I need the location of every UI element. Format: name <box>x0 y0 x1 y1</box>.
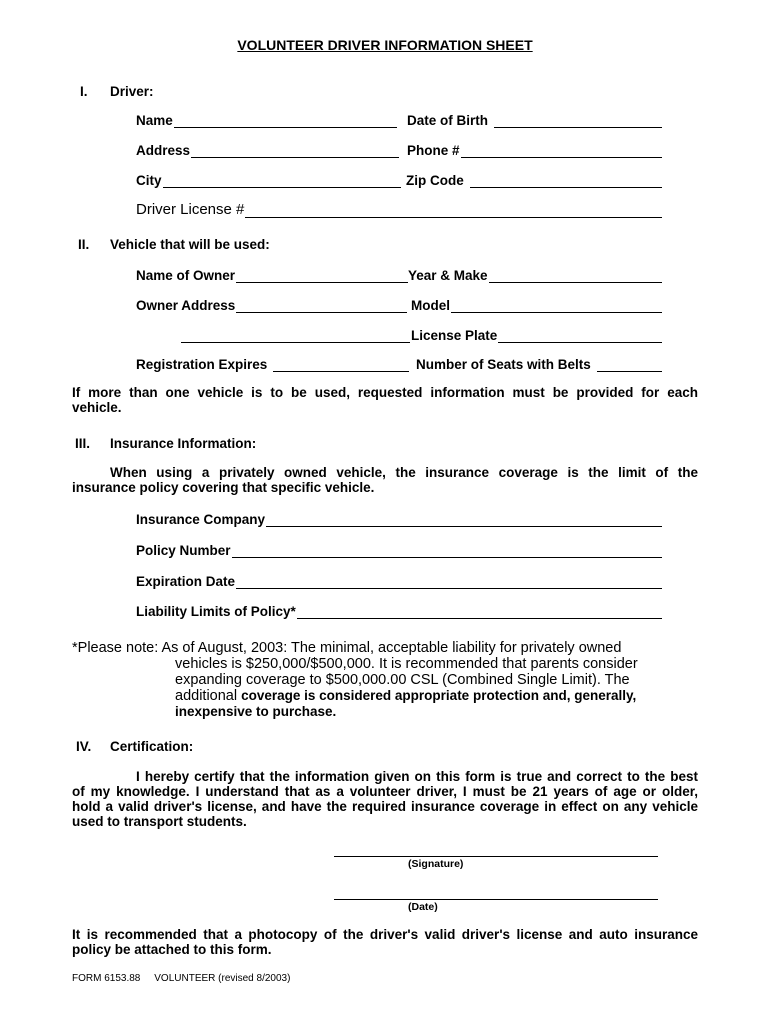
section-2-heading: Vehicle that will be used: <box>110 237 270 252</box>
model-label: Model <box>411 298 450 313</box>
insurance-paragraph-line-2: insurance policy covering that specific vehicle. <box>72 480 375 495</box>
city-line <box>163 174 401 188</box>
address-line <box>191 144 399 158</box>
policy-number-field[interactable] <box>136 541 662 558</box>
liability-note-line-4a: additional <box>175 688 242 704</box>
year-make-line <box>489 269 662 283</box>
liability-limits-field[interactable] <box>136 602 662 619</box>
zip-code-field[interactable] <box>406 171 662 188</box>
registration-line <box>273 358 409 372</box>
year-make-field[interactable] <box>408 266 662 283</box>
license-plate-field[interactable] <box>411 326 662 343</box>
policy-number-label: Policy Number <box>136 543 231 558</box>
year-make-label: Year & Make <box>408 268 488 283</box>
registration-field[interactable] <box>136 355 409 372</box>
section-3-heading: Insurance Information: <box>110 436 257 451</box>
seats-label: Number of Seats with Belts <box>416 357 591 372</box>
liability-limits-line <box>297 605 662 619</box>
address-label: Address <box>136 143 191 158</box>
name-field[interactable] <box>136 111 397 128</box>
certification-line-3: hold a valid driver's license, and have the required insurance coverage in effect on any vehicle <box>72 799 698 814</box>
zip-code-label: Zip Code <box>406 173 464 188</box>
liability-note-line-1: *Please note: As of August, 2003: The minimal, acceptable liability for privately owned <box>72 640 622 656</box>
phone-label: Phone # <box>407 143 460 158</box>
certification-line-2: of my knowledge. I understand that as a volunteer driver, I must be 21 years of age or older, <box>72 784 698 799</box>
policy-number-line <box>232 544 662 558</box>
multiple-vehicle-note-line-2: vehicle. <box>72 400 122 415</box>
expiration-date-line <box>236 575 662 589</box>
multiple-vehicle-note <box>72 385 698 415</box>
date-line[interactable] <box>334 899 658 900</box>
certification-paragraph <box>72 769 698 829</box>
liability-note-line-4b: coverage is considered appropriate protection and, generally, <box>241 688 637 703</box>
zip-code-line <box>470 174 662 188</box>
license-plate-line <box>498 329 662 343</box>
photocopy-recommendation-line-2: policy be attached to this form. <box>72 942 272 957</box>
model-field[interactable] <box>411 296 662 313</box>
owner-address-field[interactable] <box>136 296 407 313</box>
expiration-date-label: Expiration Date <box>136 574 236 589</box>
section-1-heading: Driver: <box>110 84 154 99</box>
driver-license-field[interactable] <box>136 199 662 218</box>
insurance-company-label: Insurance Company <box>136 512 266 527</box>
photocopy-recommendation-line-1: It is recommended that a photocopy of the driver's valid driver's license and auto insurance <box>72 927 698 942</box>
form-footer: FORM 6153.88 VOLUNTEER (revised 8/2003) <box>72 973 291 984</box>
address-field[interactable] <box>136 141 399 158</box>
photocopy-recommendation <box>72 927 698 957</box>
certification-line-4: used to transport students. <box>72 814 247 829</box>
section-3-number: III. <box>75 436 91 451</box>
seats-line <box>597 358 662 372</box>
owner-address-line <box>236 299 407 313</box>
name-label: Name <box>136 113 173 128</box>
date-of-birth-label: Date of Birth <box>407 113 488 128</box>
expiration-date-field[interactable] <box>136 572 662 589</box>
liability-note-line-4 <box>175 688 636 704</box>
section-4-heading: Certification: <box>110 739 194 754</box>
phone-field[interactable] <box>407 141 662 158</box>
section-1-number: I. <box>80 84 88 99</box>
liability-limits-label: Liability Limits of Policy* <box>136 604 296 619</box>
certification-line-1: I hereby certify that the information given on this form is true and correct to the best <box>136 769 698 784</box>
liability-note-line-2: vehicles is $250,000/$500,000. It is recommended that parents consider <box>175 656 638 672</box>
insurance-paragraph-line-1: When using a privately owned vehicle, the insurance coverage is the limit of the <box>110 465 698 480</box>
model-line <box>451 299 662 313</box>
phone-line <box>461 144 662 158</box>
name-line <box>174 114 397 128</box>
section-2-number: II. <box>78 237 90 252</box>
liability-note-line-3: expanding coverage to $500,000.00 CSL (Combined Single Limit). The <box>175 672 630 688</box>
owner-address-line-2 <box>181 329 410 343</box>
owner-name-line <box>236 269 408 283</box>
date-label: (Date) <box>408 901 438 913</box>
liability-note-line-5: inexpensive to purchase. <box>175 704 337 719</box>
city-field[interactable] <box>136 171 401 188</box>
insurance-company-field[interactable] <box>136 510 662 527</box>
owner-name-label: Name of Owner <box>136 268 236 283</box>
city-label: City <box>136 173 162 188</box>
section-4-number: IV. <box>76 739 92 754</box>
date-of-birth-field[interactable] <box>407 111 662 128</box>
date-of-birth-line <box>494 114 662 128</box>
signature-label: (Signature) <box>408 858 464 870</box>
insurance-company-line <box>266 513 662 527</box>
license-plate-label: License Plate <box>411 328 498 343</box>
page-title: VOLUNTEER DRIVER INFORMATION SHEET <box>237 37 533 53</box>
signature-line[interactable] <box>334 856 658 857</box>
seats-field[interactable] <box>416 355 662 372</box>
owner-name-field[interactable] <box>136 266 408 283</box>
driver-license-label: Driver License # <box>136 201 245 218</box>
insurance-paragraph <box>72 465 698 495</box>
registration-label: Registration Expires <box>136 357 268 372</box>
owner-address-line-2-field[interactable] <box>181 326 410 343</box>
owner-address-label: Owner Address <box>136 298 236 313</box>
driver-license-line <box>245 204 662 218</box>
multiple-vehicle-note-line-1: If more than one vehicle is to be used, requested information must be provided for each <box>72 385 698 400</box>
